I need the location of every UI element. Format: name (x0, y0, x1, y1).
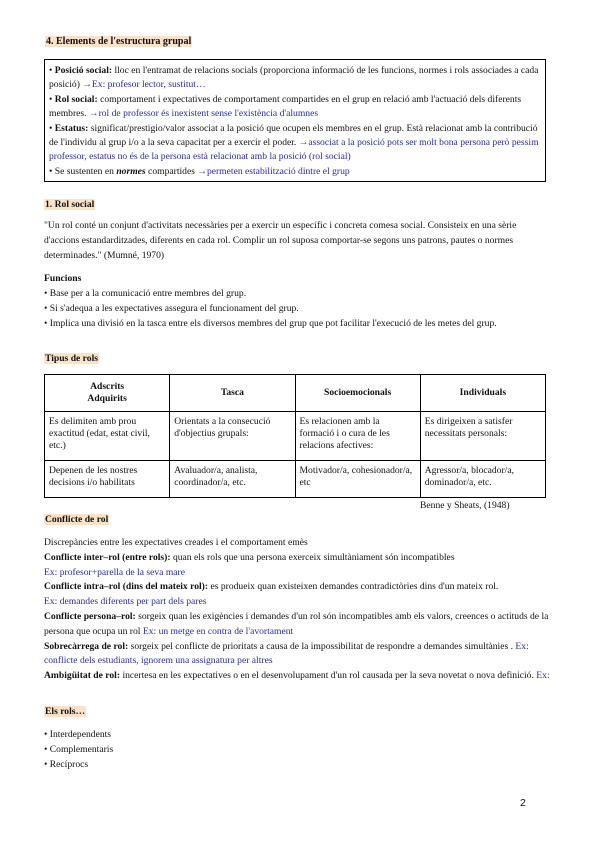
table-cell: Depenen de les nostres decisions i/o habilitats (45, 461, 170, 498)
conflicte-title: Conflicte de rol (45, 514, 109, 525)
conflicte-list (44, 536, 554, 684)
table-row (45, 461, 546, 498)
els-rols-list (44, 727, 554, 772)
funcions-list (44, 286, 554, 331)
list-item: • Base per a la comunicació entre membres del grup. (44, 288, 247, 299)
list-item: Conflicte intra–rol (dins del mateix rol): es produeix quan existeixen demandes contradictòries dins d'un mateix rol. Ex: demandes diferents per part dels pares (44, 581, 499, 608)
conflicte-heading (44, 514, 109, 525)
list-item: • Interdependents (44, 729, 112, 740)
table-header-row (45, 375, 546, 412)
element-item: • Rol social: comportament i expectatives de comportament compartides en el grup en relació amb l'actuació dels diferents membres. →rol de professor és inexistent sense l'existència d'alumnes (49, 93, 522, 120)
list-item: • Si s'adequa a les expectatives assegura el funcionament del grup. (44, 303, 299, 314)
list-item: • Implica una divisió en la tasca entre els diversos membres del grup que pot facilitar l'execució de les metes del grup. (44, 318, 497, 329)
table-cell: Es delimiten amb prou exactitud (edat, estat civil, etc.) (45, 412, 170, 461)
section-1-title: 1. Rol social (45, 199, 95, 210)
element-item: • Se sustenten en normes compartides →permeten estabilització dintre el grup (49, 165, 350, 177)
conflicte-intro: Discrepàncies entre les expectatives creades i el comportament emès (44, 537, 308, 548)
els-rols-heading (44, 706, 86, 717)
section-4-heading (45, 36, 192, 47)
section-4-title: 4. Elements de l'estructura grupal (46, 36, 192, 47)
funcions-title: Funcions (44, 273, 82, 284)
role-types-table (44, 374, 546, 498)
tipus-heading (44, 351, 554, 366)
element-item: • Estatus: significat/prestigio/valor associat a la posició que ocupen els membres en el grup. Està relacionat amb la contribució de l'individu al grup i/o a la seva capacitat per a exercir el poder. →associat a la posició pots ser molt bona persona però pessim professor, estatus no és de la persona està relacionat amb la posició (rol social) (49, 122, 539, 163)
list-item: Conflicte persona–rol: sorgeix quan les exigències i demandes d'un rol són incompatibles amb els valors, creences o actituds de la persona que ocupa un rol Ex: un metge en contra de l'avortament (44, 610, 549, 637)
list-item: • Recíprocs (44, 759, 89, 770)
list-item: Conflicte inter–rol (entre rols): quan els rols que una persona exerceix simultàniament són incompatibles Ex: profesor+parella de la seva mare (44, 551, 455, 578)
list-item: Sobrecàrrega de rol: sorgeix pel conflicte de prioritats a causa de la impossibilitat de respondre a demandes simultànies . Ex: conflicte dels estudiants, ignorem una assignatura per altres (44, 640, 529, 667)
list-item: • Complementaris (44, 744, 114, 755)
table-header-cell: Tasca (170, 375, 295, 412)
page-number: 2 (520, 797, 526, 809)
list-item: Ambigüitat de rol: incertesa en les expectatives o en el desenvolupament d'un rol causada per la seva novetat o nova definició. Ex: (44, 670, 550, 682)
table-cell: Es dirigeixen a satisfer necessitats personals: (420, 412, 545, 461)
table-cell: Avaluador/a, analista, coordinador/a, etc. (170, 461, 295, 498)
element-item: • Posició social: lloc en l'entramat de relacions socials (proporciona informació de les funcions, normes i rols associades a cada posició) →Ex: profesor lector, sustitut… (49, 65, 539, 91)
header-adscrits: Adscrits Adquirits (87, 381, 127, 404)
table-cell: Orientats a la consecució d'objectius grupals: (170, 412, 295, 461)
table-cell: Agressor/a, blocador/a, dominador/a, etc. (420, 461, 545, 498)
els-rols-title: Els rols… (45, 706, 86, 717)
tipus-title: Tipus de rols (45, 353, 98, 364)
table-cell: Es relacionen amb la formació i o cura de les relacions afectives: (295, 412, 420, 461)
role-definition-quote: "Un rol conté un conjunt d'activitats necessàries per a exercir un específic i concreta comesa social. Consisteix en una sèrie d'accions estandarditzades, diferents en cada rol. Complir un rol suposa comportar-se segons uns patrons, pautes o normes determinades." (Mumné, 1970) (44, 220, 517, 261)
section-1-heading (44, 197, 554, 212)
table-citation: Benne y Sheats, (1948) (420, 500, 510, 511)
table-row (45, 412, 546, 461)
table-header-cell: Individuals (420, 375, 545, 412)
table-cell: Motivador/a, cohesionador/a, etc (295, 461, 420, 498)
table-header-cell (45, 375, 170, 412)
structure-elements-box (44, 59, 546, 182)
table-header-cell: Socioemocionals (295, 375, 420, 412)
